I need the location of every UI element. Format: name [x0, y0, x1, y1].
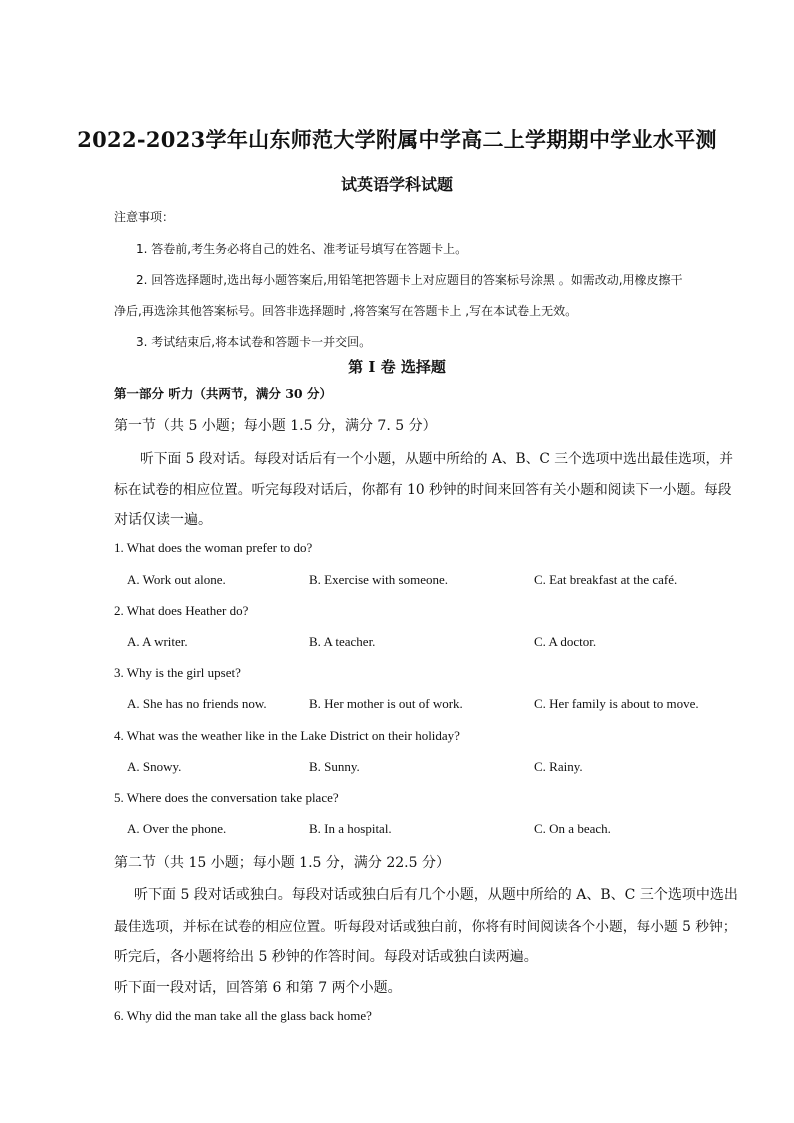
section2-lead: 听下面一段对话，回答第 6 和第 7 两个小题。 — [114, 980, 402, 996]
question-5: 5. Where does the conversation take place? — [114, 790, 339, 805]
section2-instruction-1: 听下面 5 段对话或独白。每段对话或独白后有几个小题，从题中所给的 A、B、C 三个选项中选出 — [134, 887, 738, 903]
exam-title-line1: 2022-2023学年山东师范大学附属中学高二上学期期中学业水平测 — [77, 127, 717, 152]
question-2-option-b: B. A teacher. — [309, 634, 376, 649]
question-1-option-a: A. Work out alone. — [127, 572, 226, 587]
notice-heading: 注意事项： — [114, 210, 175, 224]
section2-instruction-3: 听完后，各小题将给出 5 秒钟的作答时间。每段对话或独白读两遍。 — [114, 949, 538, 965]
section1-heading: 第一节（共 5 小题；每小题 1.5 分，满分 7. 5 分） — [114, 418, 437, 434]
question-1: 1. What does the woman prefer to do? — [114, 540, 313, 555]
question-3-option-c: C. Her family is about to move. — [534, 696, 699, 711]
section1-instruction-2: 标在试卷的相应位置。听完每段对话后，你都有 10 秒钟的时间来回答有关小题和阅读下一小题。每段 — [114, 482, 732, 498]
part1-heading: 第一部分 听力（共两节，满分 30 分） — [114, 386, 332, 401]
question-3: 3. Why is the girl upset? — [114, 665, 241, 680]
question-2: 2. What does Heather do? — [114, 603, 249, 618]
question-1-option-b: B. Exercise with someone. — [309, 572, 448, 587]
question-2-option-a: A. A writer. — [127, 634, 188, 649]
question-1-option-c: C. Eat breakfast at the café. — [534, 572, 678, 587]
section2-instruction-2: 最佳选项，并标在试卷的相应位置。听每段对话或独白前，你将有时间阅读各个小题，每小题 5 秒钟； — [114, 919, 737, 935]
section1-instruction-1: 听下面 5 段对话。每段对话后有一个小题，从题中所给的 A、B、C 三个选项中选出最佳选项，并 — [140, 451, 734, 467]
question-4-option-a: A. Snowy. — [127, 759, 182, 774]
question-3-option-a: A. She has no friends now. — [127, 696, 267, 711]
question-6: 6. Why did the man take all the glass back home? — [114, 1008, 372, 1023]
question-4: 4. What was the weather like in the Lake District on their holiday? — [114, 728, 460, 743]
question-5-option-b: B. In a hospital. — [309, 821, 392, 836]
question-4-option-b: B. Sunny. — [309, 759, 360, 774]
notice-item-1: 1. 答卷前,考生务必将自己的姓名、准考证号填写在答题卡上。 — [136, 242, 468, 256]
question-3-option-b: B. Her mother is out of work. — [309, 696, 463, 711]
notice-item-2: 2. 回答选择题时,选出每小题答案后,用铅笔把答题卡上对应题目的答案标号涂黑 。如需改动,用橡皮擦干 — [136, 273, 683, 287]
volume-title: 第 I 卷 选择题 — [348, 358, 446, 376]
question-5-option-a: A. Over the phone. — [127, 821, 227, 836]
question-2-option-c: C. A doctor. — [534, 634, 597, 649]
exam-title-line2: 试英语学科试题 — [340, 175, 453, 194]
notice-item-3: 3. 考试结束后,将本试卷和答题卡一并交回。 — [136, 335, 372, 349]
section2-heading: 第二节（共 15 小题；每小题 1.5 分，满分 22.5 分） — [114, 855, 450, 871]
question-4-option-c: C. Rainy. — [534, 759, 583, 774]
question-5-option-c: C. On a beach. — [534, 821, 611, 836]
notice-item-2-cont: 净后,再选涂其他答案标号。回答非选择题时 ,将答案写在答题卡上 ,写在本试卷上无效。 — [114, 304, 578, 318]
section1-instruction-3: 对话仅读一遍。 — [114, 512, 212, 528]
